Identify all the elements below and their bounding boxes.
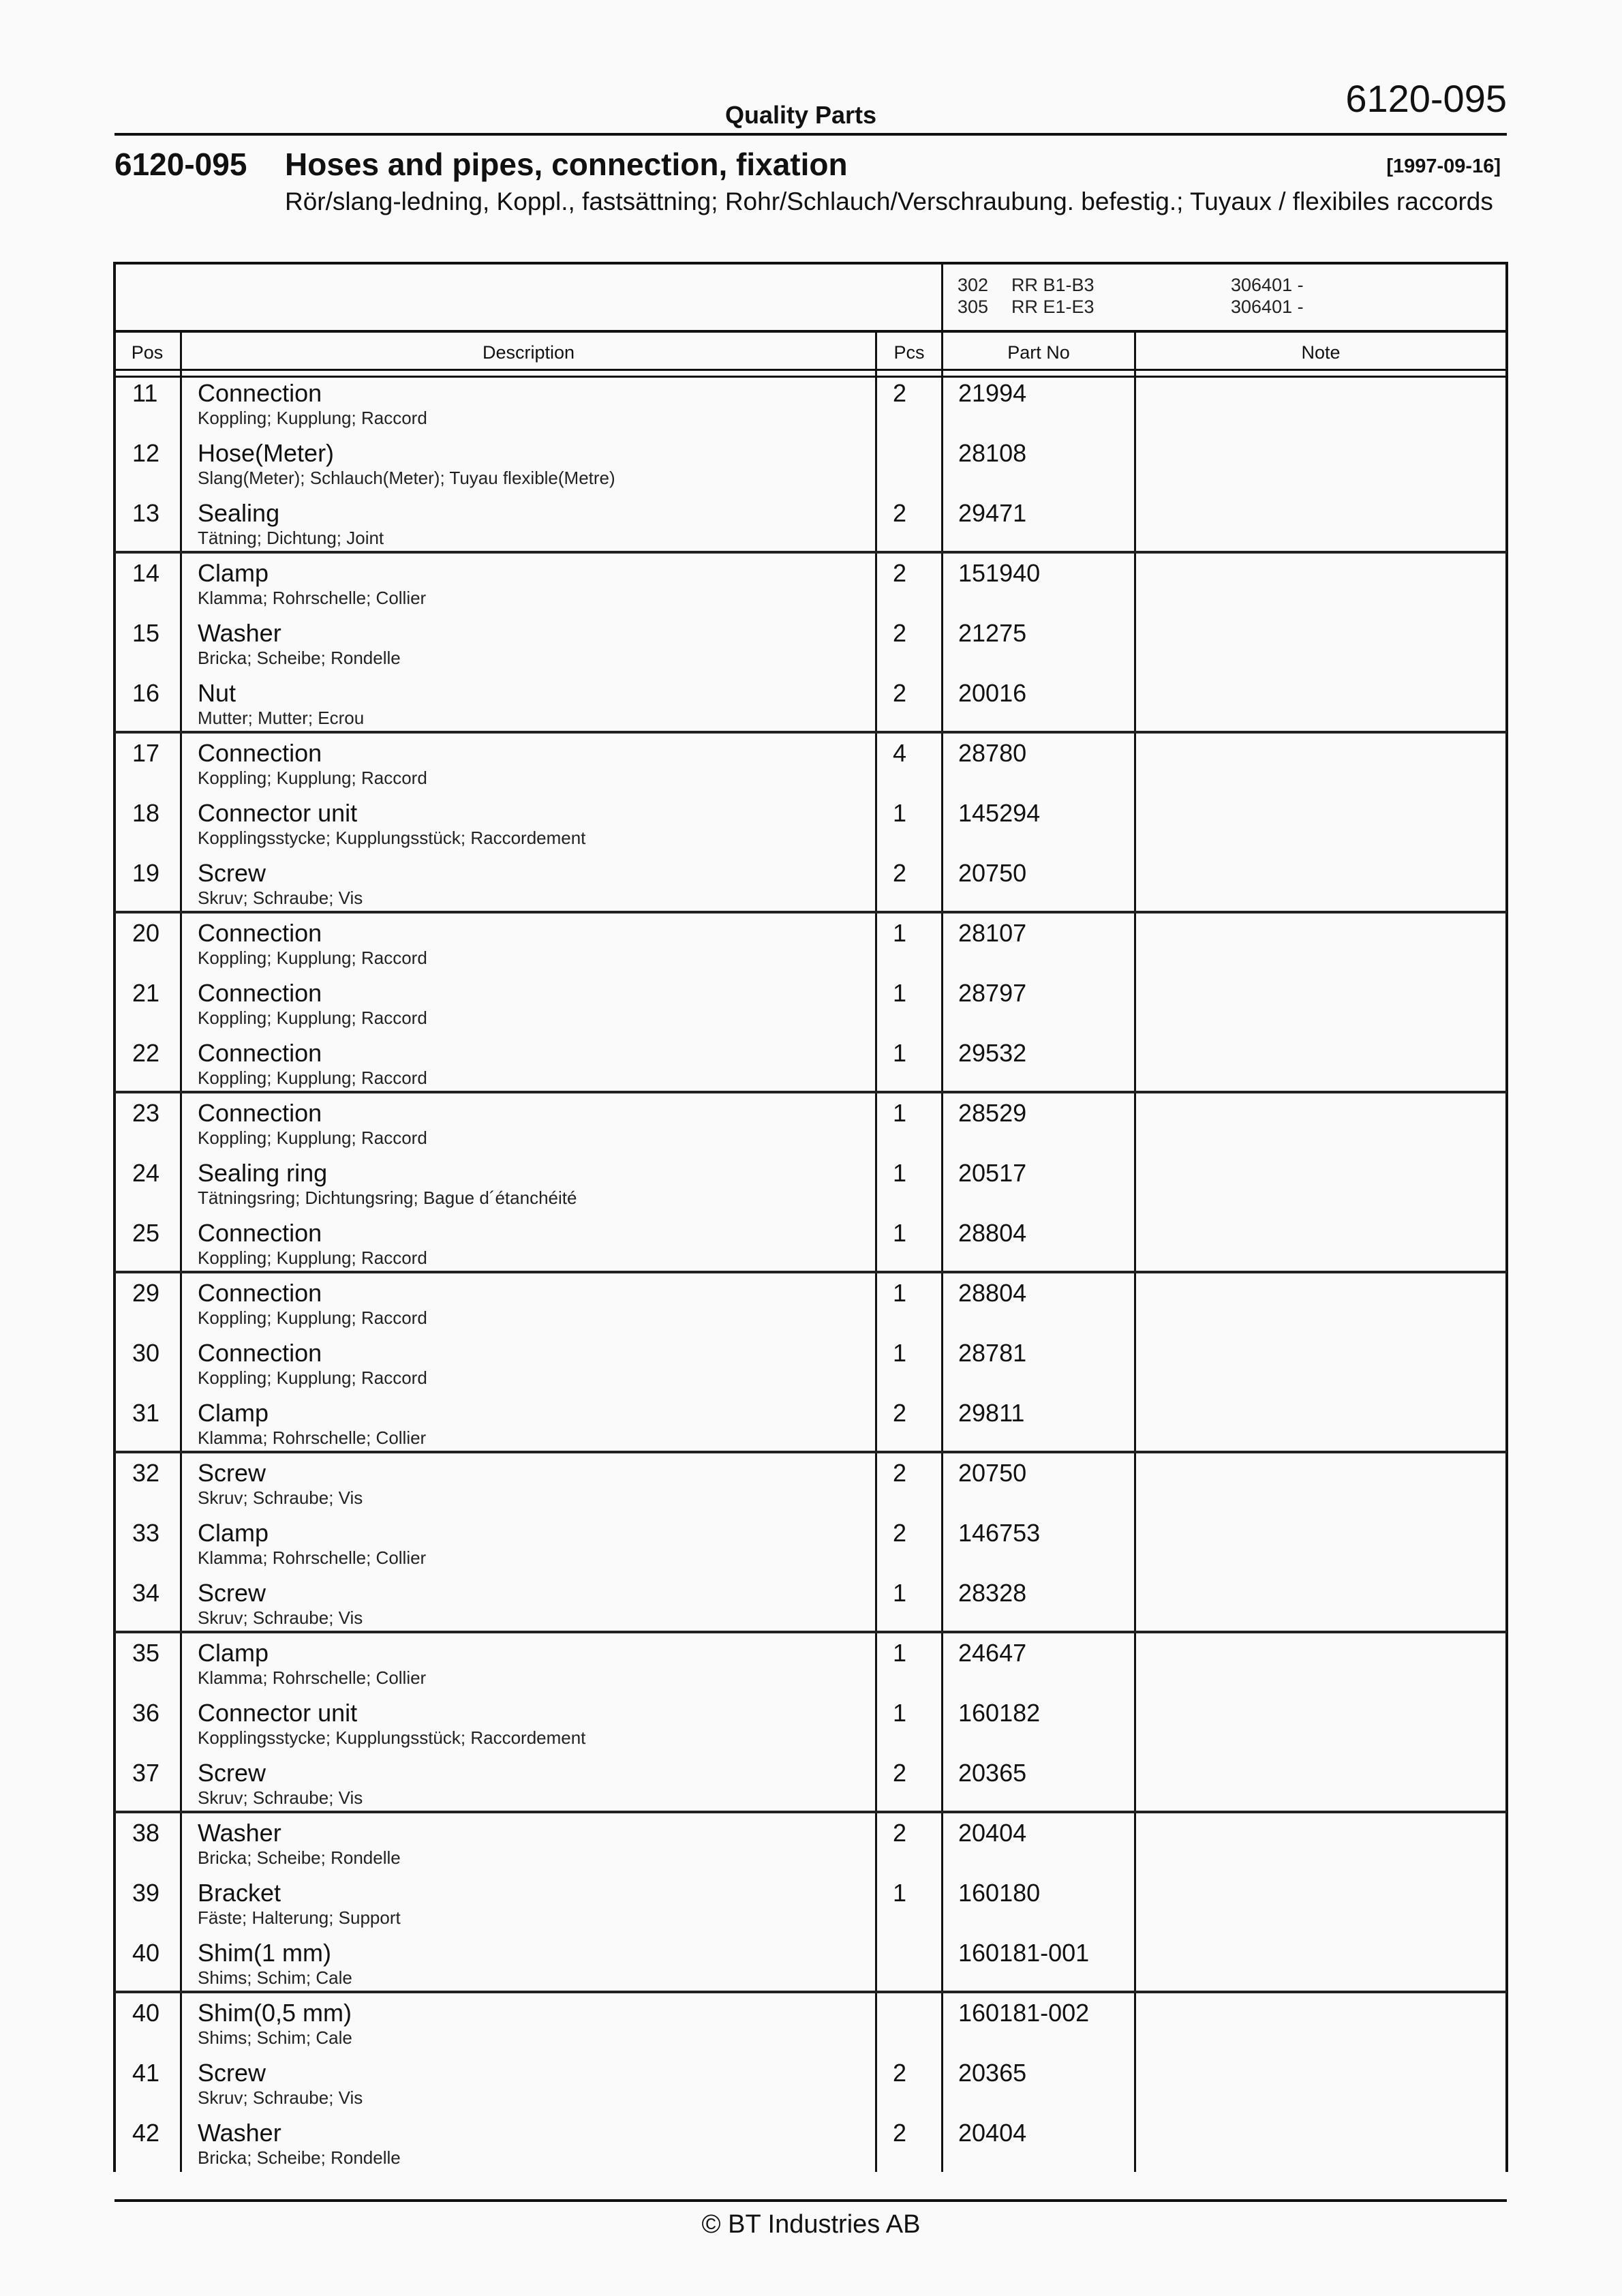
row-pcs: 1 bbox=[893, 1039, 907, 1067]
section-code: 6120-095 bbox=[114, 147, 247, 182]
row-translation: Shims; Schim; Cale bbox=[198, 1967, 352, 1988]
row-translation: Mutter; Mutter; Ecrou bbox=[198, 708, 365, 728]
row-translation: Skruv; Schraube; Vis bbox=[198, 2087, 363, 2108]
page-header-title: Quality Parts bbox=[724, 101, 877, 129]
row-part-no: 146753 bbox=[958, 1519, 1041, 1547]
row-part-no: 28797 bbox=[958, 979, 1027, 1007]
row-pos: 42 bbox=[132, 2119, 160, 2147]
row-pcs: 1 bbox=[893, 919, 907, 947]
row-pos: 18 bbox=[132, 799, 160, 827]
table-border-top bbox=[114, 262, 1507, 265]
row-part-no: 29811 bbox=[958, 1399, 1025, 1427]
row-pos: 32 bbox=[132, 1459, 160, 1487]
row-pos: 29 bbox=[132, 1279, 160, 1307]
row-pos: 38 bbox=[132, 1819, 160, 1847]
row-part-no: 20517 bbox=[958, 1159, 1027, 1187]
row-part-no: 28107 bbox=[958, 919, 1027, 947]
table-row bbox=[114, 1939, 1507, 1999]
column-header-rule-1 bbox=[114, 369, 1507, 371]
row-description: Connector unit bbox=[198, 799, 358, 827]
row-part-no: 145294 bbox=[958, 799, 1041, 827]
table-row bbox=[114, 1699, 1507, 1759]
row-translation: Kopplingsstycke; Kupplungsstück; Raccordement bbox=[198, 828, 586, 848]
row-description: Connector unit bbox=[198, 1699, 358, 1727]
model-code-2: 305 bbox=[958, 297, 989, 317]
row-translation: Bricka; Scheibe; Rondelle bbox=[198, 1847, 401, 1868]
row-part-no: 28328 bbox=[958, 1579, 1027, 1607]
row-pos: 13 bbox=[132, 499, 160, 527]
table-row bbox=[114, 1819, 1507, 1879]
row-translation: Koppling; Kupplung; Raccord bbox=[198, 408, 427, 428]
table-row bbox=[114, 739, 1507, 799]
row-part-no: 160181-002 bbox=[958, 1999, 1090, 2027]
row-pos: 40 bbox=[132, 1999, 160, 2027]
row-description: Clamp bbox=[198, 1639, 269, 1667]
row-description: Washer bbox=[198, 2119, 281, 2147]
row-pcs: 1 bbox=[893, 1579, 907, 1607]
copyright: © BT Industries AB bbox=[701, 2210, 921, 2239]
row-part-no: 160181-001 bbox=[958, 1939, 1090, 1967]
row-pcs: 1 bbox=[893, 1159, 907, 1187]
row-description: Screw bbox=[198, 1579, 266, 1607]
row-pcs: 1 bbox=[893, 1639, 907, 1667]
row-description: Connection bbox=[198, 1279, 322, 1307]
table-row bbox=[114, 1519, 1507, 1579]
table-row bbox=[114, 2119, 1507, 2179]
row-description: Bracket bbox=[198, 1879, 281, 1907]
row-description: Connection bbox=[198, 919, 322, 947]
row-part-no: 21275 bbox=[958, 619, 1027, 647]
row-description: Hose(Meter) bbox=[198, 439, 335, 467]
row-translation: Slang(Meter); Schlauch(Meter); Tuyau flexible(Metre) bbox=[198, 468, 615, 488]
row-description: Washer bbox=[198, 619, 281, 647]
table-row bbox=[114, 979, 1507, 1039]
model-serial-1: 306401 - bbox=[1231, 275, 1304, 295]
row-pos: 14 bbox=[132, 559, 160, 587]
row-pcs: 2 bbox=[893, 1459, 907, 1487]
table-row bbox=[114, 1279, 1507, 1339]
table-row bbox=[114, 559, 1507, 619]
row-translation: Shims; Schim; Cale bbox=[198, 2027, 352, 2048]
row-part-no: 29471 bbox=[958, 499, 1027, 527]
row-description: Connection bbox=[198, 1099, 322, 1127]
row-part-no: 160182 bbox=[958, 1699, 1041, 1727]
table-row bbox=[114, 619, 1507, 679]
table-row bbox=[114, 1099, 1507, 1159]
row-translation: Skruv; Schraube; Vis bbox=[198, 888, 363, 908]
row-translation: Koppling; Kupplung; Raccord bbox=[198, 768, 427, 788]
row-translation: Klamma; Rohrschelle; Collier bbox=[198, 1428, 427, 1448]
row-part-no: 28804 bbox=[958, 1279, 1027, 1307]
row-description: Screw bbox=[198, 2059, 266, 2087]
row-pos: 31 bbox=[132, 1399, 160, 1427]
row-pcs: 2 bbox=[893, 499, 907, 527]
row-pos: 24 bbox=[132, 1159, 160, 1187]
row-description: Clamp bbox=[198, 1519, 269, 1547]
row-translation: Koppling; Kupplung; Raccord bbox=[198, 1308, 427, 1328]
row-pcs: 2 bbox=[893, 1819, 907, 1847]
column-header-rule-2 bbox=[114, 376, 1507, 378]
row-part-no: 20404 bbox=[958, 1819, 1027, 1847]
row-pos: 41 bbox=[132, 2059, 160, 2087]
table-row bbox=[114, 1339, 1507, 1399]
row-pcs: 1 bbox=[893, 979, 907, 1007]
table-row bbox=[114, 1039, 1507, 1099]
row-pcs: 2 bbox=[893, 1519, 907, 1547]
row-description: Shim(1 mm) bbox=[198, 1939, 331, 1967]
row-description: Screw bbox=[198, 859, 266, 887]
row-description: Clamp bbox=[198, 1399, 269, 1427]
row-translation: Koppling; Kupplung; Raccord bbox=[198, 1248, 427, 1268]
table-row bbox=[114, 1639, 1507, 1699]
column-header-partno: Part No bbox=[1007, 342, 1070, 363]
table-row bbox=[114, 1999, 1507, 2059]
page-code: 6120-095 bbox=[1345, 77, 1507, 120]
row-translation: Tätning; Dichtung; Joint bbox=[198, 528, 384, 548]
row-translation: Skruv; Schraube; Vis bbox=[198, 1607, 363, 1628]
row-pos: 30 bbox=[132, 1339, 160, 1367]
column-header-description: Description bbox=[482, 342, 575, 363]
row-pos: 21 bbox=[132, 979, 160, 1007]
row-pos: 17 bbox=[132, 739, 160, 767]
row-pcs: 1 bbox=[893, 799, 907, 827]
row-description: Connection bbox=[198, 379, 322, 407]
row-translation: Koppling; Kupplung; Raccord bbox=[198, 1068, 427, 1088]
row-pos: 33 bbox=[132, 1519, 160, 1547]
row-description: Connection bbox=[198, 1039, 322, 1067]
row-pcs: 2 bbox=[893, 2059, 907, 2087]
row-part-no: 28804 bbox=[958, 1219, 1027, 1247]
table-row bbox=[114, 2059, 1507, 2119]
row-pos: 15 bbox=[132, 619, 160, 647]
row-pos: 39 bbox=[132, 1879, 160, 1907]
row-pcs: 2 bbox=[893, 1399, 907, 1427]
row-translation: Klamma; Rohrschelle; Collier bbox=[198, 588, 427, 608]
row-part-no: 20016 bbox=[958, 679, 1027, 707]
row-description: Screw bbox=[198, 1459, 266, 1487]
row-pcs: 2 bbox=[893, 859, 907, 887]
row-part-no: 20404 bbox=[958, 2119, 1027, 2147]
row-translation: Fäste; Halterung; Support bbox=[198, 1907, 401, 1928]
row-part-no: 20750 bbox=[958, 859, 1027, 887]
row-part-no: 24647 bbox=[958, 1639, 1027, 1667]
row-pcs: 1 bbox=[893, 1219, 907, 1247]
row-part-no: 160180 bbox=[958, 1879, 1041, 1907]
row-pcs: 2 bbox=[893, 1759, 907, 1787]
row-translation: Koppling; Kupplung; Raccord bbox=[198, 1368, 427, 1388]
row-pos: 36 bbox=[132, 1699, 160, 1727]
model-name-1: RR B1-B3 bbox=[1011, 275, 1095, 295]
row-translation: Koppling; Kupplung; Raccord bbox=[198, 1128, 427, 1148]
row-pos: 40 bbox=[132, 1939, 160, 1967]
row-description: Shim(0,5 mm) bbox=[198, 1999, 352, 2027]
table-row bbox=[114, 499, 1507, 559]
row-description: Connection bbox=[198, 1339, 322, 1367]
table-row bbox=[114, 799, 1507, 859]
row-pos: 34 bbox=[132, 1579, 160, 1607]
table-row bbox=[114, 1759, 1507, 1819]
column-header-pcs: Pcs bbox=[893, 342, 925, 363]
row-pos: 23 bbox=[132, 1099, 160, 1127]
row-translation: Koppling; Kupplung; Raccord bbox=[198, 948, 427, 968]
row-pcs: 1 bbox=[893, 1099, 907, 1127]
row-part-no: 28529 bbox=[958, 1099, 1027, 1127]
table-row bbox=[114, 379, 1507, 439]
row-pos: 20 bbox=[132, 919, 160, 947]
row-translation: Koppling; Kupplung; Raccord bbox=[198, 1008, 427, 1028]
table-row bbox=[114, 439, 1507, 499]
section-title: Hoses and pipes, connection, fixation bbox=[285, 147, 848, 182]
row-description: Connection bbox=[198, 739, 322, 767]
row-pos: 35 bbox=[132, 1639, 160, 1667]
table-row bbox=[114, 1459, 1507, 1519]
row-description: Washer bbox=[198, 1819, 281, 1847]
table-row bbox=[114, 1579, 1507, 1639]
row-description: Nut bbox=[198, 679, 236, 707]
row-pcs: 1 bbox=[893, 1879, 907, 1907]
row-pcs: 2 bbox=[893, 619, 907, 647]
row-part-no: 20365 bbox=[958, 1759, 1027, 1787]
column-header-pos: Pos bbox=[131, 342, 164, 363]
row-translation: Bricka; Scheibe; Rondelle bbox=[198, 648, 401, 668]
row-part-no: 21994 bbox=[958, 379, 1027, 407]
row-pcs: 2 bbox=[893, 379, 907, 407]
row-translation: Kopplingsstycke; Kupplungsstück; Raccordement bbox=[198, 1727, 586, 1748]
row-pos: 16 bbox=[132, 679, 160, 707]
row-translation: Klamma; Rohrschelle; Collier bbox=[198, 1547, 427, 1568]
row-pos: 12 bbox=[132, 439, 160, 467]
row-pcs: 2 bbox=[893, 679, 907, 707]
model-code-1: 302 bbox=[958, 275, 989, 295]
row-pos: 22 bbox=[132, 1039, 160, 1067]
row-pcs: 1 bbox=[893, 1699, 907, 1727]
row-translation: Klamma; Rohrschelle; Collier bbox=[198, 1667, 427, 1688]
column-header-note: Note bbox=[1301, 342, 1341, 363]
row-description: Connection bbox=[198, 979, 322, 1007]
table-row bbox=[114, 1879, 1507, 1939]
row-part-no: 28780 bbox=[958, 739, 1027, 767]
row-part-no: 29532 bbox=[958, 1039, 1027, 1067]
row-pos: 37 bbox=[132, 1759, 160, 1787]
row-description: Sealing ring bbox=[198, 1159, 328, 1187]
row-part-no: 20750 bbox=[958, 1459, 1027, 1487]
table-row bbox=[114, 679, 1507, 739]
table-row bbox=[114, 1219, 1507, 1279]
table-row bbox=[114, 919, 1507, 979]
model-header-bottom bbox=[114, 330, 1507, 333]
row-pcs: 2 bbox=[893, 2119, 907, 2147]
row-pcs: 1 bbox=[893, 1339, 907, 1367]
row-pcs: 2 bbox=[893, 559, 907, 587]
row-part-no: 20365 bbox=[958, 2059, 1027, 2087]
model-name-2: RR E1-E3 bbox=[1011, 297, 1095, 317]
row-description: Screw bbox=[198, 1759, 266, 1787]
row-description: Clamp bbox=[198, 559, 269, 587]
section-date: [1997-09-16] bbox=[1386, 155, 1501, 177]
row-part-no: 28781 bbox=[958, 1339, 1027, 1367]
row-pos: 25 bbox=[132, 1219, 160, 1247]
row-pcs: 4 bbox=[893, 739, 907, 767]
model-serial-2: 306401 - bbox=[1231, 297, 1304, 317]
header-rule bbox=[114, 133, 1507, 136]
footer-rule bbox=[114, 2199, 1507, 2202]
row-pos: 11 bbox=[132, 379, 158, 407]
table-row bbox=[114, 859, 1507, 919]
row-part-no: 151940 bbox=[958, 559, 1041, 587]
row-translation: Bricka; Scheibe; Rondelle bbox=[198, 2147, 401, 2168]
model-header-divider bbox=[941, 263, 943, 331]
row-part-no: 28108 bbox=[958, 439, 1027, 467]
row-pcs: 1 bbox=[893, 1279, 907, 1307]
table-row bbox=[114, 1399, 1507, 1459]
table-row bbox=[114, 1159, 1507, 1219]
row-translation: Skruv; Schraube; Vis bbox=[198, 1787, 363, 1808]
row-translation: Tätningsring; Dichtungsring; Bague d´étanchéité bbox=[198, 1188, 577, 1208]
row-pos: 19 bbox=[132, 859, 160, 887]
row-description: Sealing bbox=[198, 499, 280, 527]
row-translation: Skruv; Schraube; Vis bbox=[198, 1487, 363, 1508]
section-subtitle: Rör/slang-ledning, Koppl., fastsättning; Rohr/Schlauch/Verschraubung. befestig.; Tuyaux / flexibiles raccords bbox=[285, 187, 1493, 215]
row-description: Connection bbox=[198, 1219, 322, 1247]
